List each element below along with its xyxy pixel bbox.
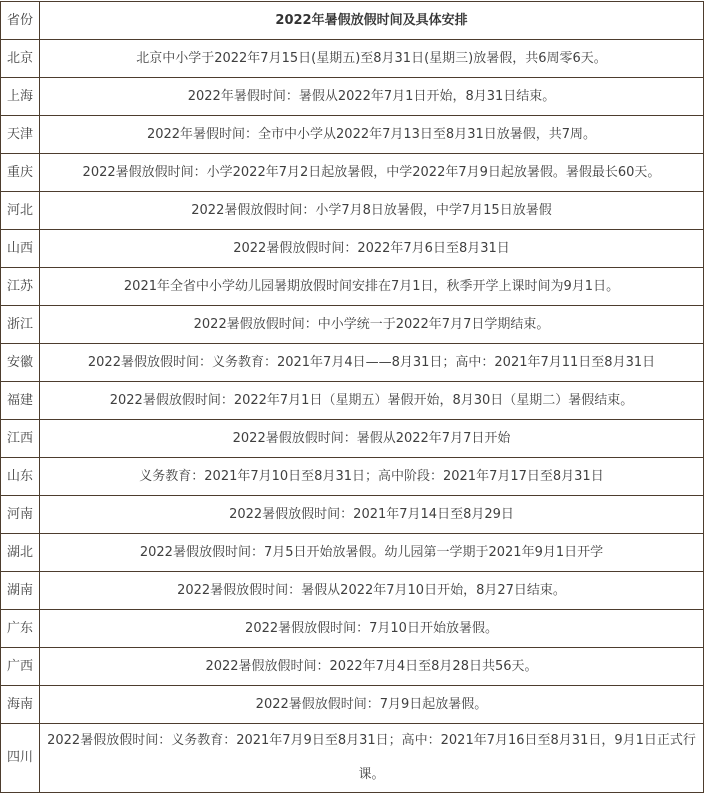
table-row bbox=[1, 154, 704, 192]
table-row bbox=[1, 534, 704, 572]
schedule-cell: 2022年暑假时间：暑假从2022年7月1日开始，8月31日结束。 bbox=[40, 78, 704, 116]
table-row bbox=[1, 572, 704, 610]
schedule-cell: 2022暑假放假时间：暑假从2022年7月10日开始，8月27日结束。 bbox=[40, 572, 704, 610]
table-row bbox=[1, 230, 704, 268]
province-cell: 江西 bbox=[1, 420, 40, 458]
province-cell: 广东 bbox=[1, 610, 40, 648]
province-cell: 山西 bbox=[1, 230, 40, 268]
province-cell: 河南 bbox=[1, 496, 40, 534]
schedule-cell: 2022暑假放假时间：暑假从2022年7月7日开始 bbox=[40, 420, 704, 458]
schedule-cell: 2022暑假放假时间：小学2022年7月2日起放暑假，中学2022年7月9日起放暑假。暑假最长60天。 bbox=[40, 154, 704, 192]
table-row bbox=[1, 648, 704, 686]
header-province: 省份 bbox=[1, 2, 40, 40]
schedule-cell: 2022暑假放假时间：7月10日开始放暑假。 bbox=[40, 610, 704, 648]
province-cell: 湖南 bbox=[1, 572, 40, 610]
schedule-cell: 2021年全省中小学幼儿园暑期放假时间安排在7月1日，秋季开学上课时间为9月1日。 bbox=[40, 268, 704, 306]
schedule-cell: 2022暑假放假时间：2022年7月1日（星期五）暑假开始，8月30日（星期二）暑假结束。 bbox=[40, 382, 704, 420]
table-row bbox=[1, 724, 704, 793]
table-header-row bbox=[1, 2, 704, 40]
schedule-cell: 2022暑假放假时间：中小学统一于2022年7月7日学期结束。 bbox=[40, 306, 704, 344]
table-row bbox=[1, 40, 704, 78]
province-cell: 湖北 bbox=[1, 534, 40, 572]
schedule-cell: 2022暑假放假时间：小学7月8日放暑假，中学7月15日放暑假 bbox=[40, 192, 704, 230]
table-row bbox=[1, 420, 704, 458]
schedule-cell: 2022暑假放假时间：2022年7月4日至8月28日共56天。 bbox=[40, 648, 704, 686]
schedule-cell: 2022暑假放假时间：7月5日开始放暑假。幼儿园第一学期于2021年9月1日开学 bbox=[40, 534, 704, 572]
province-cell: 天津 bbox=[1, 116, 40, 154]
table-row bbox=[1, 344, 704, 382]
province-cell: 河北 bbox=[1, 192, 40, 230]
summer-vacation-schedule-table bbox=[0, 1, 704, 793]
province-cell: 重庆 bbox=[1, 154, 40, 192]
schedule-cell: 2022暑假放假时间：7月9日起放暑假。 bbox=[40, 686, 704, 724]
schedule-cell: 北京中小学于2022年7月15日(星期五)至8月31日(星期三)放暑假，共6周零6天。 bbox=[40, 40, 704, 78]
province-cell: 浙江 bbox=[1, 306, 40, 344]
province-cell: 北京 bbox=[1, 40, 40, 78]
table-row bbox=[1, 306, 704, 344]
province-cell: 海南 bbox=[1, 686, 40, 724]
schedule-cell: 2022暑假放假时间：2021年7月14日至8月29日 bbox=[40, 496, 704, 534]
schedule-cell: 2022暑假放假时间：2022年7月6日至8月31日 bbox=[40, 230, 704, 268]
table-row bbox=[1, 382, 704, 420]
province-cell: 广西 bbox=[1, 648, 40, 686]
province-cell: 山东 bbox=[1, 458, 40, 496]
table-row bbox=[1, 116, 704, 154]
province-cell: 江苏 bbox=[1, 268, 40, 306]
province-cell: 福建 bbox=[1, 382, 40, 420]
table-row bbox=[1, 458, 704, 496]
table-row bbox=[1, 192, 704, 230]
schedule-cell: 2022暑假放假时间：义务教育：2021年7月4日——8月31日；高中：2021年7月11日至8月31日 bbox=[40, 344, 704, 382]
province-cell: 上海 bbox=[1, 78, 40, 116]
table-row bbox=[1, 496, 704, 534]
schedule-cell: 2022年暑假时间：全市中小学从2022年7月13日至8月31日放暑假，共7周。 bbox=[40, 116, 704, 154]
province-cell: 四川 bbox=[1, 724, 40, 793]
schedule-cell: 义务教育：2021年7月10日至8月31日；高中阶段：2021年7月17日至8月31日 bbox=[40, 458, 704, 496]
schedule-cell: 2022暑假放假时间：义务教育：2021年7月9日至8月31日；高中：2021年7月16日至8月31日，9月1日正式行课。 bbox=[40, 724, 704, 793]
table-row bbox=[1, 78, 704, 116]
table-row bbox=[1, 268, 704, 306]
table-row bbox=[1, 686, 704, 724]
header-title: 2022年暑假放假时间及具体安排 bbox=[40, 2, 704, 40]
table-row bbox=[1, 610, 704, 648]
province-cell: 安徽 bbox=[1, 344, 40, 382]
